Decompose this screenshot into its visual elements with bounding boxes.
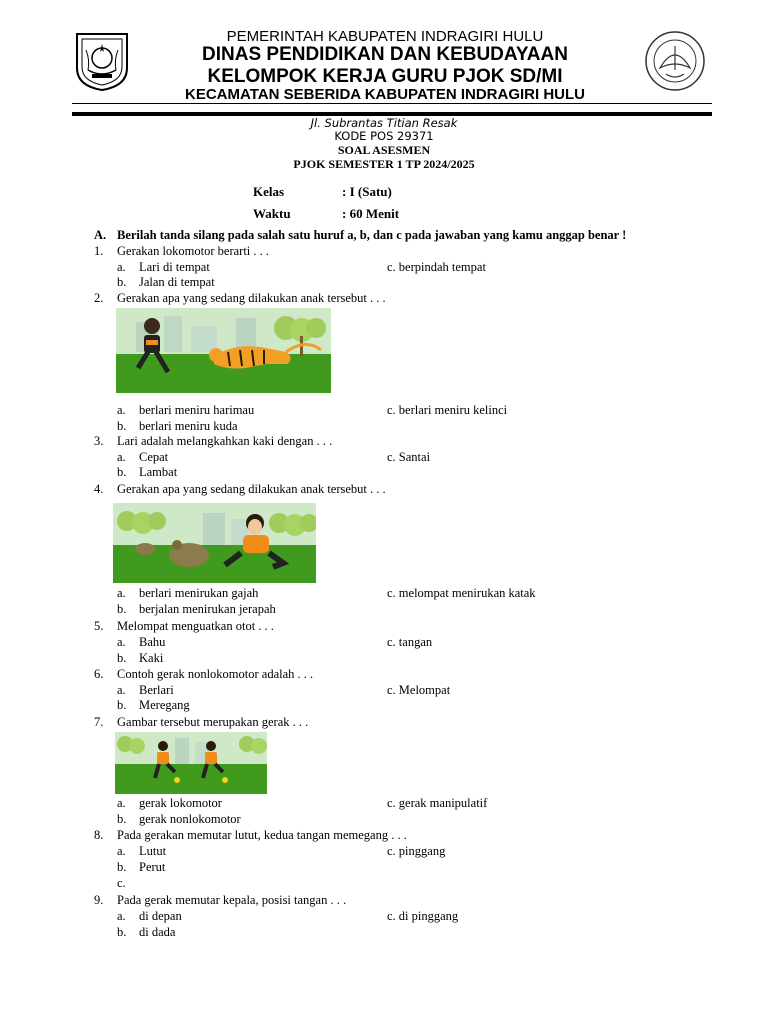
question-number: 6.: [94, 667, 104, 681]
question-text: Lari adalah melangkahkan kaki dengan . . .: [117, 434, 333, 448]
question-text: Gambar tersebut merupakan gerak . . .: [117, 715, 309, 729]
option-letter-a: a.: [117, 450, 126, 464]
option-b: Jalan di tempat: [139, 275, 215, 289]
tut-wuri-handayani-logo: [638, 30, 712, 92]
option-letter-a: a.: [117, 796, 126, 810]
header-address: Jl. Subrantas Titian Resak: [310, 116, 458, 130]
option-c: c. gerak manipulatif: [387, 796, 488, 810]
option-a: Lari di tempat: [139, 260, 210, 274]
question-text: Gerakan apa yang sedang dilakukan anak tersebut . . .: [117, 291, 386, 305]
option-letter-a: a.: [117, 844, 126, 858]
question-text: Gerakan apa yang sedang dilakukan anak tersebut . . .: [117, 482, 386, 496]
option-letter-b: b.: [117, 465, 127, 479]
option-letter-a: a.: [117, 909, 126, 923]
question-text: Gerakan lokomotor berarti . . .: [117, 244, 270, 258]
header-government: PEMERINTAH KABUPATEN INDRAGIRI HULU: [226, 28, 544, 45]
option-c: c. pinggang: [387, 844, 446, 858]
header-working-group: KELOMPOK KERJA GURU PJOK SD/MI: [207, 66, 563, 87]
option-a: berlari menirukan gajah: [139, 586, 259, 600]
question-number: 5.: [94, 619, 104, 633]
option-a: Lutut: [139, 844, 167, 858]
kelas-label: Kelas: [253, 184, 285, 199]
question-text: Pada gerak memutar kepala, posisi tangan . . .: [117, 893, 347, 907]
waktu-label: Waktu: [253, 206, 291, 221]
children-kicking-ball-illustration: [115, 732, 267, 794]
question-number: 3.: [94, 434, 104, 448]
question-number: 4.: [94, 482, 104, 496]
option-a: Bahu: [139, 635, 166, 649]
header-district: KECAMATAN SEBERIDA KABUPATEN INDRAGIRI HULU: [185, 86, 585, 103]
exam-title: SOAL ASESMEN: [337, 143, 431, 157]
option-c: c. melompat menirukan katak: [387, 586, 536, 600]
option-c: c. di pinggang: [387, 909, 459, 923]
option-a: di depan: [139, 909, 182, 923]
option-a: Berlari: [139, 683, 174, 697]
option-b: gerak nonlokomotor: [139, 812, 241, 826]
option-letter-a: a.: [117, 403, 126, 417]
waktu-value: : 60 Menit: [342, 206, 400, 221]
option-letter-b: b.: [117, 698, 127, 712]
option-b: di dada: [139, 925, 176, 939]
option-letter-a: a.: [117, 635, 126, 649]
option-letter-b: b.: [117, 860, 127, 874]
option-b: Lambat: [139, 465, 178, 479]
option-letter-b: b.: [117, 925, 127, 939]
option-a: Cepat: [139, 450, 169, 464]
option-letter-a: a.: [117, 683, 126, 697]
child-running-with-tiger-illustration: [116, 308, 331, 393]
header-department: DINAS PENDIDIKAN DAN KEBUDAYAAN: [202, 44, 568, 65]
option-letter-b: b.: [117, 275, 127, 289]
option-letter-a: a.: [117, 586, 126, 600]
question-text: Contoh gerak nonlokomotor adalah . . .: [117, 667, 314, 681]
option-letter-b: b.: [117, 419, 127, 433]
option-a: gerak lokomotor: [139, 796, 222, 810]
option-letter-a: a.: [117, 260, 126, 274]
option-c: c. Santai: [387, 450, 431, 464]
question-number: 7.: [94, 715, 104, 729]
option-b: berjalan menirukan jerapah: [139, 602, 276, 616]
question-number: 8.: [94, 828, 104, 842]
option-c: c. berlari meniru kelinci: [387, 403, 508, 417]
header-postal-code: KODE POS 29371: [334, 129, 434, 143]
regency-logo: [72, 30, 132, 92]
header-divider-thin: [72, 103, 712, 104]
option-b: berlari meniru kuda: [139, 419, 238, 433]
option-letter-b: b.: [117, 602, 127, 616]
kelas-value: : I (Satu): [342, 184, 392, 199]
question-text: Melompat menguatkan otot . . .: [117, 619, 274, 633]
exam-subtitle: PJOK SEMESTER 1 TP 2024/2025: [293, 157, 475, 171]
option-c-empty: c.: [117, 876, 126, 890]
section-letter: A.: [94, 228, 107, 242]
question-number: 9.: [94, 893, 104, 907]
question-text: Pada gerakan memutar lutut, kedua tangan memegang . . .: [117, 828, 407, 842]
option-a: berlari meniru harimau: [139, 403, 255, 417]
option-letter-b: b.: [117, 812, 127, 826]
option-b: Perut: [139, 860, 166, 874]
question-number: 1.: [94, 244, 104, 258]
section-instruction: Berilah tanda silang pada salah satu huruf a, b, dan c pada jawaban yang kamu anggap benar !: [117, 228, 627, 242]
option-b: Meregang: [139, 698, 190, 712]
option-c: c. tangan: [387, 635, 433, 649]
option-b: Kaki: [139, 651, 164, 665]
option-letter-b: b.: [117, 651, 127, 665]
option-c: c. berpindah tempat: [387, 260, 486, 274]
option-c: c. Melompat: [387, 683, 451, 697]
child-imitating-frog-illustration: [113, 503, 316, 583]
question-number: 2.: [94, 291, 104, 305]
